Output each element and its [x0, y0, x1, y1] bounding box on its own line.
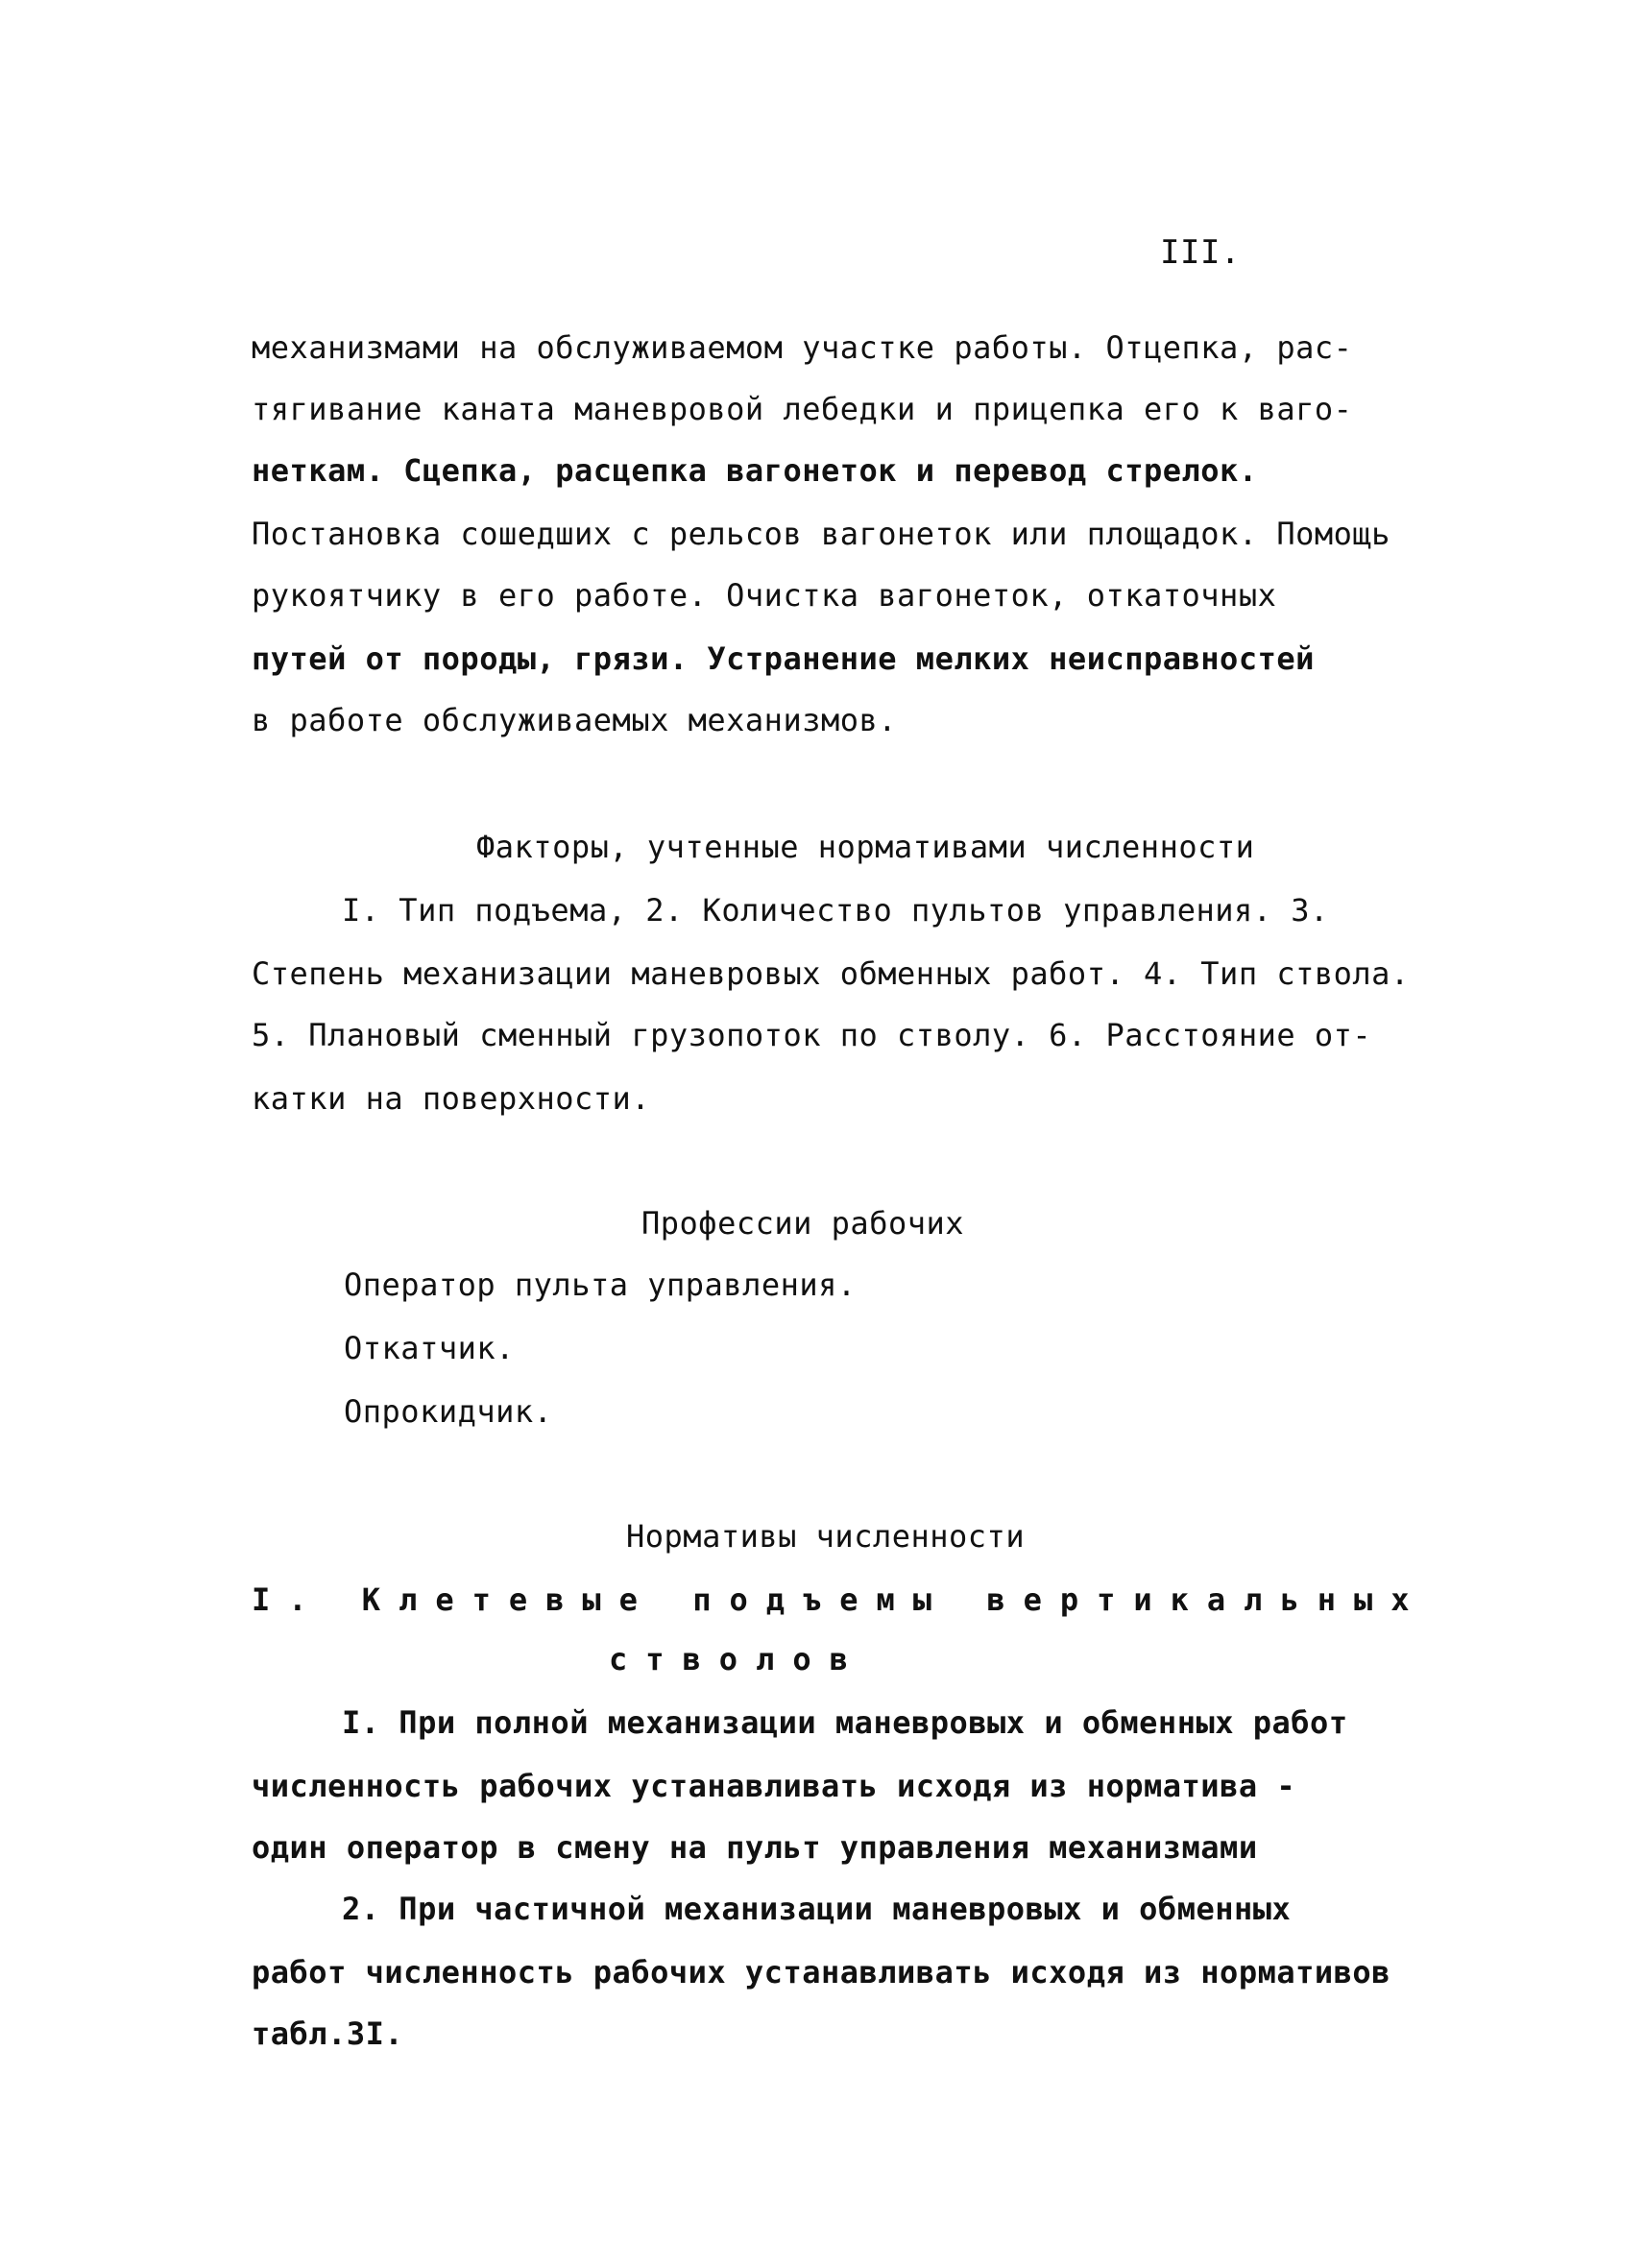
text-line: Степень механизации маневровых обменных работ. 4. Тип ствола. [252, 955, 1410, 992]
text-line: численность рабочих устанавливать исходя из норматива - [252, 1768, 1296, 1804]
text-line: один оператор в смену на пульт управления механизмами [252, 1829, 1258, 1866]
norms-heading: Нормативы численности [626, 1518, 1026, 1555]
text-line: тягивание каната маневровой лебедки и прицепка его к ваго- [252, 391, 1353, 427]
text-line: в работе обслуживаемых механизмов. [252, 702, 898, 738]
text-line: путей от породы, грязи. Устранение мелких неисправностей [252, 640, 1315, 677]
list-item: Опрокидчик. [344, 1393, 553, 1430]
text-line: работ численность рабочих устанавливать исходя из нормативов [252, 1954, 1390, 1991]
text-line: I. При полной механизации маневровых и обменных работ [342, 1704, 1348, 1741]
section-title-line1: I. Клетевые подъемы вертикальных [252, 1581, 1428, 1618]
factors-heading: Факторы, учтенные нормативами численности [476, 829, 1255, 865]
text-line: неткам. Сцепка, расцепка вагонеток и перевод стрелок. [252, 452, 1258, 489]
text-line: 2. При частичной механизации маневровых и обменных [342, 1891, 1292, 1927]
list-item: Оператор пульта управления. [344, 1267, 857, 1303]
text-line: табл.3I. [252, 2015, 404, 2052]
text-line: 5. Плановый сменный грузопоток по стволу. 6. Расстояние от- [252, 1017, 1372, 1053]
text-line: Постановка сошедших с рельсов вагонеток или площадок. Помощь [252, 516, 1390, 552]
list-item: Откатчик. [344, 1330, 515, 1366]
page-number: III. [1160, 233, 1241, 272]
text-line: рукоятчику в его работе. Очистка вагонеток, откаточных [252, 577, 1277, 614]
section-title-line2: стволов [609, 1641, 866, 1677]
text-line: катки на поверхности. [252, 1080, 651, 1117]
text-line: механизмами на обслуживаемом участке работы. Отцепка, рас- [252, 329, 1353, 366]
professions-heading: Профессии рабочих [641, 1205, 965, 1242]
text-line: I. Тип подъема, 2. Количество пультов управления. 3. [342, 892, 1329, 929]
